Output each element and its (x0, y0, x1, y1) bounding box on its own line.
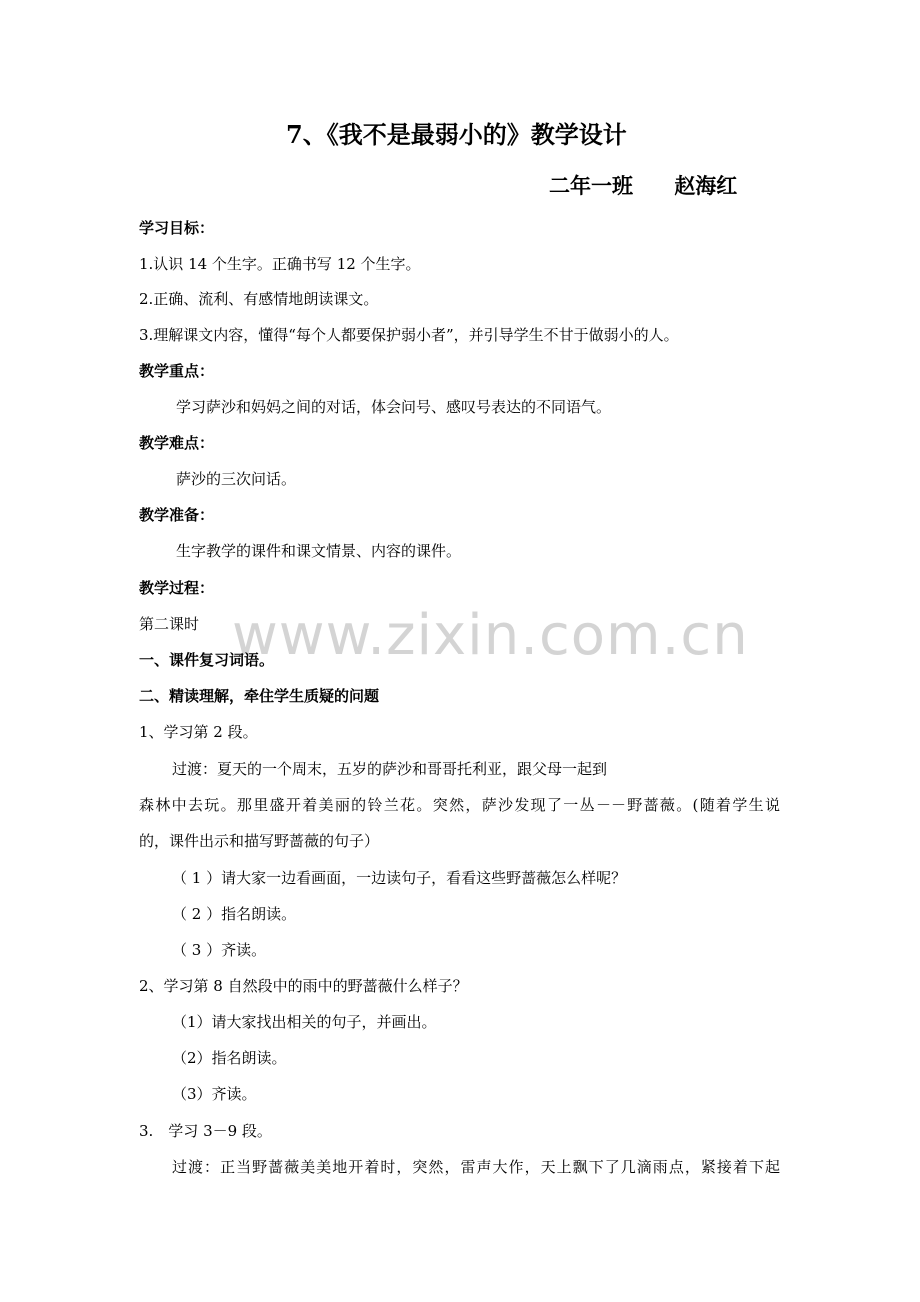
paragraph-line: 过渡：正当野蔷薇美美地开着时，突然，雷声大作，天上飘下了几滴雨点，紧接着下起 (172, 1158, 780, 1176)
difficulties-heading: 教学难点： (139, 434, 215, 452)
byline (549, 172, 737, 200)
part-title: 3. 学习 3－9 段。 (139, 1122, 272, 1140)
key-points-text: 学习萨沙和妈妈之间的对话，体会问号、感叹号表达的不同语气。 (176, 398, 612, 416)
lesson-label: 第二课时 (139, 615, 200, 633)
class-name: 二年一班 (549, 173, 633, 198)
sub-step: （3）齐读。 (172, 1085, 257, 1103)
process-heading: 教学过程： (139, 579, 215, 597)
watermark: www.zixin.com.cn (232, 603, 749, 668)
sub-step: （ 1 ）请大家一边看画面，一边读句子，看看这些野蔷薇怎么样呢？ (172, 869, 627, 887)
sub-step: （ 2 ）指名朗读。 (172, 905, 297, 923)
paragraph-line: 森林中去玩。那里盛开着美丽的铃兰花。突然，萨沙发现了一丛－－野蔷薇。(随着学生说 (139, 796, 780, 814)
preparation-text: 生字教学的课件和课文情景、内容的课件。 (176, 542, 462, 560)
key-points-heading: 教学重点： (139, 362, 215, 380)
difficulties-text: 萨沙的三次问话。 (176, 470, 297, 488)
author-name: 赵海红 (674, 173, 738, 198)
sub-step: （ 3 ）齐读。 (172, 941, 267, 959)
part-title: 2、学习第 8 自然段中的雨中的野蔷薇什么样子？ (139, 977, 468, 995)
goal-item: 2.正确、流利、有感情地朗读课文。 (139, 290, 379, 308)
paragraph-line: 过渡：夏天的一个周末，五岁的萨沙和哥哥托利亚，跟父母一起到 (172, 760, 608, 778)
step-heading: 一、课件复习词语。 (139, 651, 275, 669)
goal-item: 1.认识 14 个生字。正确书写 12 个生字。 (139, 255, 421, 273)
goal-item: 3.理解课文内容，懂得“每个人都要保护弱小者”，并引导学生不甘于做弱小的人。 (139, 326, 679, 344)
preparation-heading: 教学准备： (139, 506, 215, 524)
paragraph-line: 的，课件出示和描写野蔷薇的句子） (139, 832, 380, 850)
part-title: 1、学习第 2 段。 (139, 723, 258, 741)
step-heading: 二、精读理解，牵住学生质疑的问题 (139, 687, 380, 705)
sub-step: （1）请大家找出相关的句子，并画出。 (172, 1013, 437, 1031)
document-title: 7、《我不是最弱小的》教学设计 (286, 120, 627, 149)
goals-heading: 学习目标： (139, 219, 215, 237)
sub-step: （2）指名朗读。 (172, 1049, 287, 1067)
